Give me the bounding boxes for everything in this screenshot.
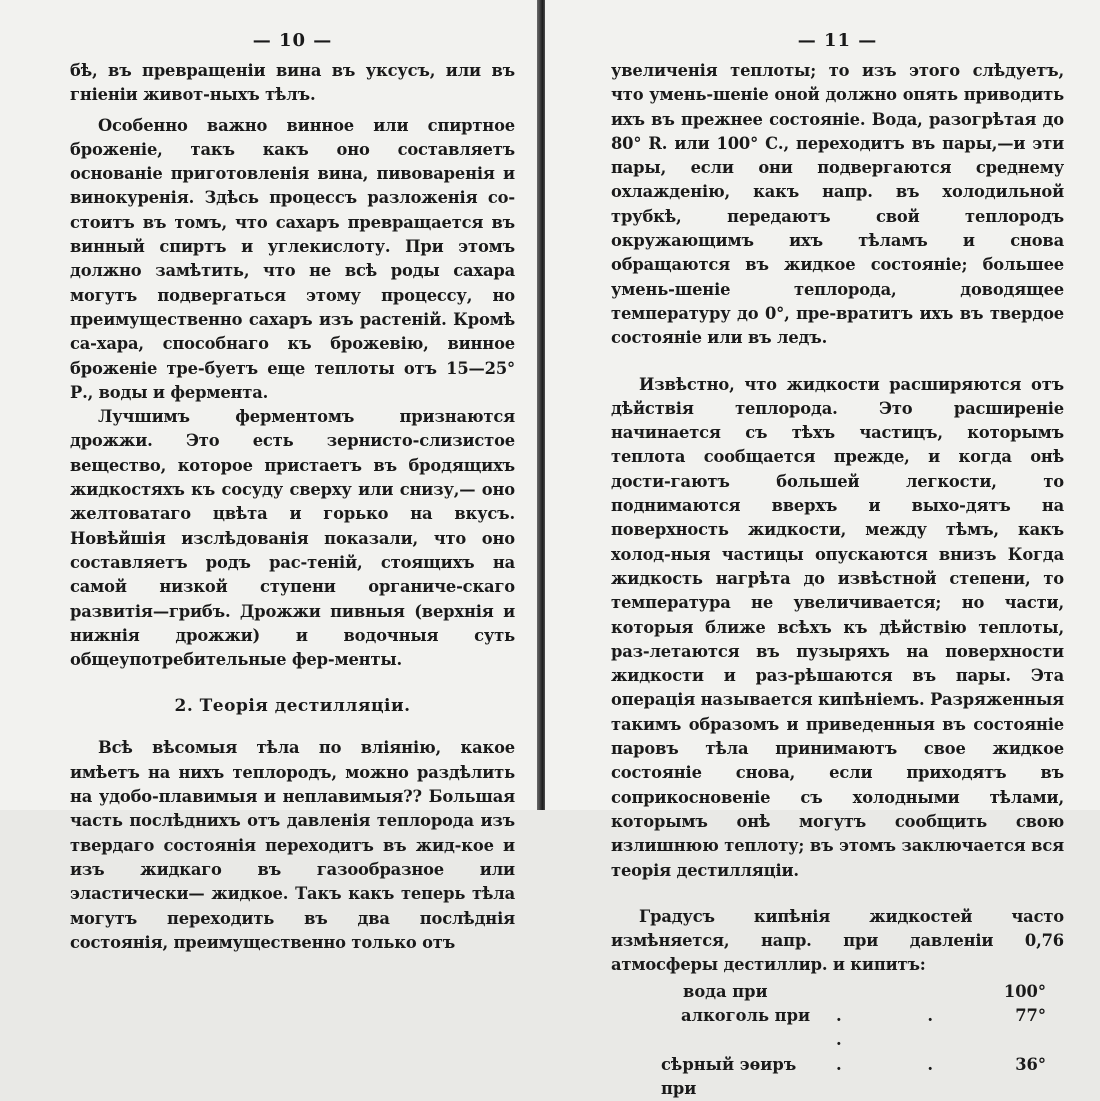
leader-dots: . .: [836, 1054, 974, 1074]
page-number-right: — 11 —: [797, 30, 878, 51]
paragraph: Всѣ вѣсомыя тѣла по вліянію, какое имѣетъ на нихъ теплородъ, можно раздѣлить на удобо-плавимыя и неплавимыя?? Большая часть послѣднихъ отъ давленія теплорода изъ твердаго состоянія переходитъ въ жид-кое и изъ жидкаго въ газообразное или эластически— жидкое. Такъ какъ теперь тѣла могутъ переходить въ два послѣднія состоянія, преимущественно только отъ: [70, 738, 515, 952]
leader-dots: . . .: [836, 1005, 974, 1050]
boiling-value: 100°: [1003, 981, 1046, 1001]
leader-dots: [836, 980, 986, 1004]
liquid-name: алкоголь при: [681, 1005, 811, 1025]
paragraph: Извѣстно, что жидкости расширяются отъ дѣйствія теплорода. Это расширеніе начинается съ тѣхъ частицъ, которымъ теплота сообщается прежде, и когда онѣ дости-гаютъ большей легкости, то поднимаются вверхъ и выхо-дятъ на поверхность жидкости, между тѣмъ, какъ холод-ныя частицы опускаются внизъ Когда жидкость нагрѣта до извѣстной степени, то температура не увеличивается; но части, которыя ближе всѣхъ къ дѣйствію теплоты, раз-летаются въ пузыряхъ на поверхности жидкости и раз-рѣшаются въ пары. Эта операція называется кипѣніемъ. Разряженныя такимъ образомъ и приведенныя въ состояніе паровъ тѣла принимаютъ свое жидкое состояніе снова, если приходятъ въ соприкосновеніе съ холодными тѣлами, которымъ онѣ могутъ сообщить свою излишнюю теплоту; въ этомъ заключается вся теорія дестилляціи.: [611, 374, 1064, 880]
table-row: [611, 1053, 1064, 1101]
page-number-left: — 10 —: [252, 30, 333, 51]
right-page: [545, 0, 1100, 1098]
boiling-point-table: [611, 980, 1064, 1101]
liquid-name: сѣрный эѳиръ при: [661, 1054, 797, 1098]
paragraph: Градусъ кипѣнія жидкостей часто измѣняется, напр. при давленіи 0,76 атмосферы дестиллир. и кипитъ:: [611, 906, 1064, 975]
table-row: [611, 1004, 1064, 1053]
paragraph: бѣ, въ превращеніи вина въ уксусъ, или въ гніеніи живот-ныхъ тѣлъ.: [70, 61, 515, 105]
paragraph: увеличенія теплоты; то изъ этого слѣдуетъ, что умень-шеніе оной должно опять приводить ихъ въ прежнее состояніе. Вода, разогрѣтая до 80° R. или 100° С., переходитъ въ пары,—и эти пары, если они подвергаются среднему охлажденію, какъ напр. въ холодильной трубкѣ, передаютъ свой теплородъ окружающимъ ихъ тѣламъ и снова обращаются въ жидкое состояніе; большее умень-шеніе теплорода, доводящее температуру до 0°, пре-вратитъ ихъ въ твердое состояніе или въ ледъ.: [611, 61, 1064, 348]
paragraph: Особенно важно винное или спиртное броженіе, такъ какъ оно составляетъ основаніе приготовленія вина, пивоваренія и винокуренія. Здѣсь процессъ разложенія со-стоитъ въ томъ, что сахаръ превращается въ винный спиртъ и углекислоту. При этомъ должно замѣтить, что не всѣ роды сахара могутъ подвергаться этому процессу, но преимущественно сахаръ изъ растеній. Кромѣ са-хара, способнаго къ брожевію, винное броженіе тре-буетъ еще теплоты отъ 15—25° Р., воды и фермента.: [70, 115, 515, 402]
section-title: 2. Теорія дестилляціи.: [174, 696, 411, 717]
paragraph: Лучшимъ ферментомъ признаются дрожжи. Это есть зернисто-слизистое вещество, которое пристаетъ въ бродящихъ жидкостяхъ къ сосуду сверху или снизу,— оно желтоватаго цвѣта и горько на вкусъ. Новѣйшія изслѣдованія показали, что оно составляетъ родъ рас-теній, стоящихъ на самой низкой ступени органиче-скаго развитія—грибъ. Дрожжи пивныя (верхнія и нижнія дрожжи) и водочныя суть общеупотребительные фер-менты.: [70, 407, 515, 670]
left-page: [0, 0, 541, 952]
boiling-value: 36°: [1015, 1054, 1046, 1074]
table-row: [611, 980, 1064, 1004]
boiling-value: 77°: [1015, 1005, 1046, 1025]
liquid-name: вода при: [683, 981, 768, 1001]
